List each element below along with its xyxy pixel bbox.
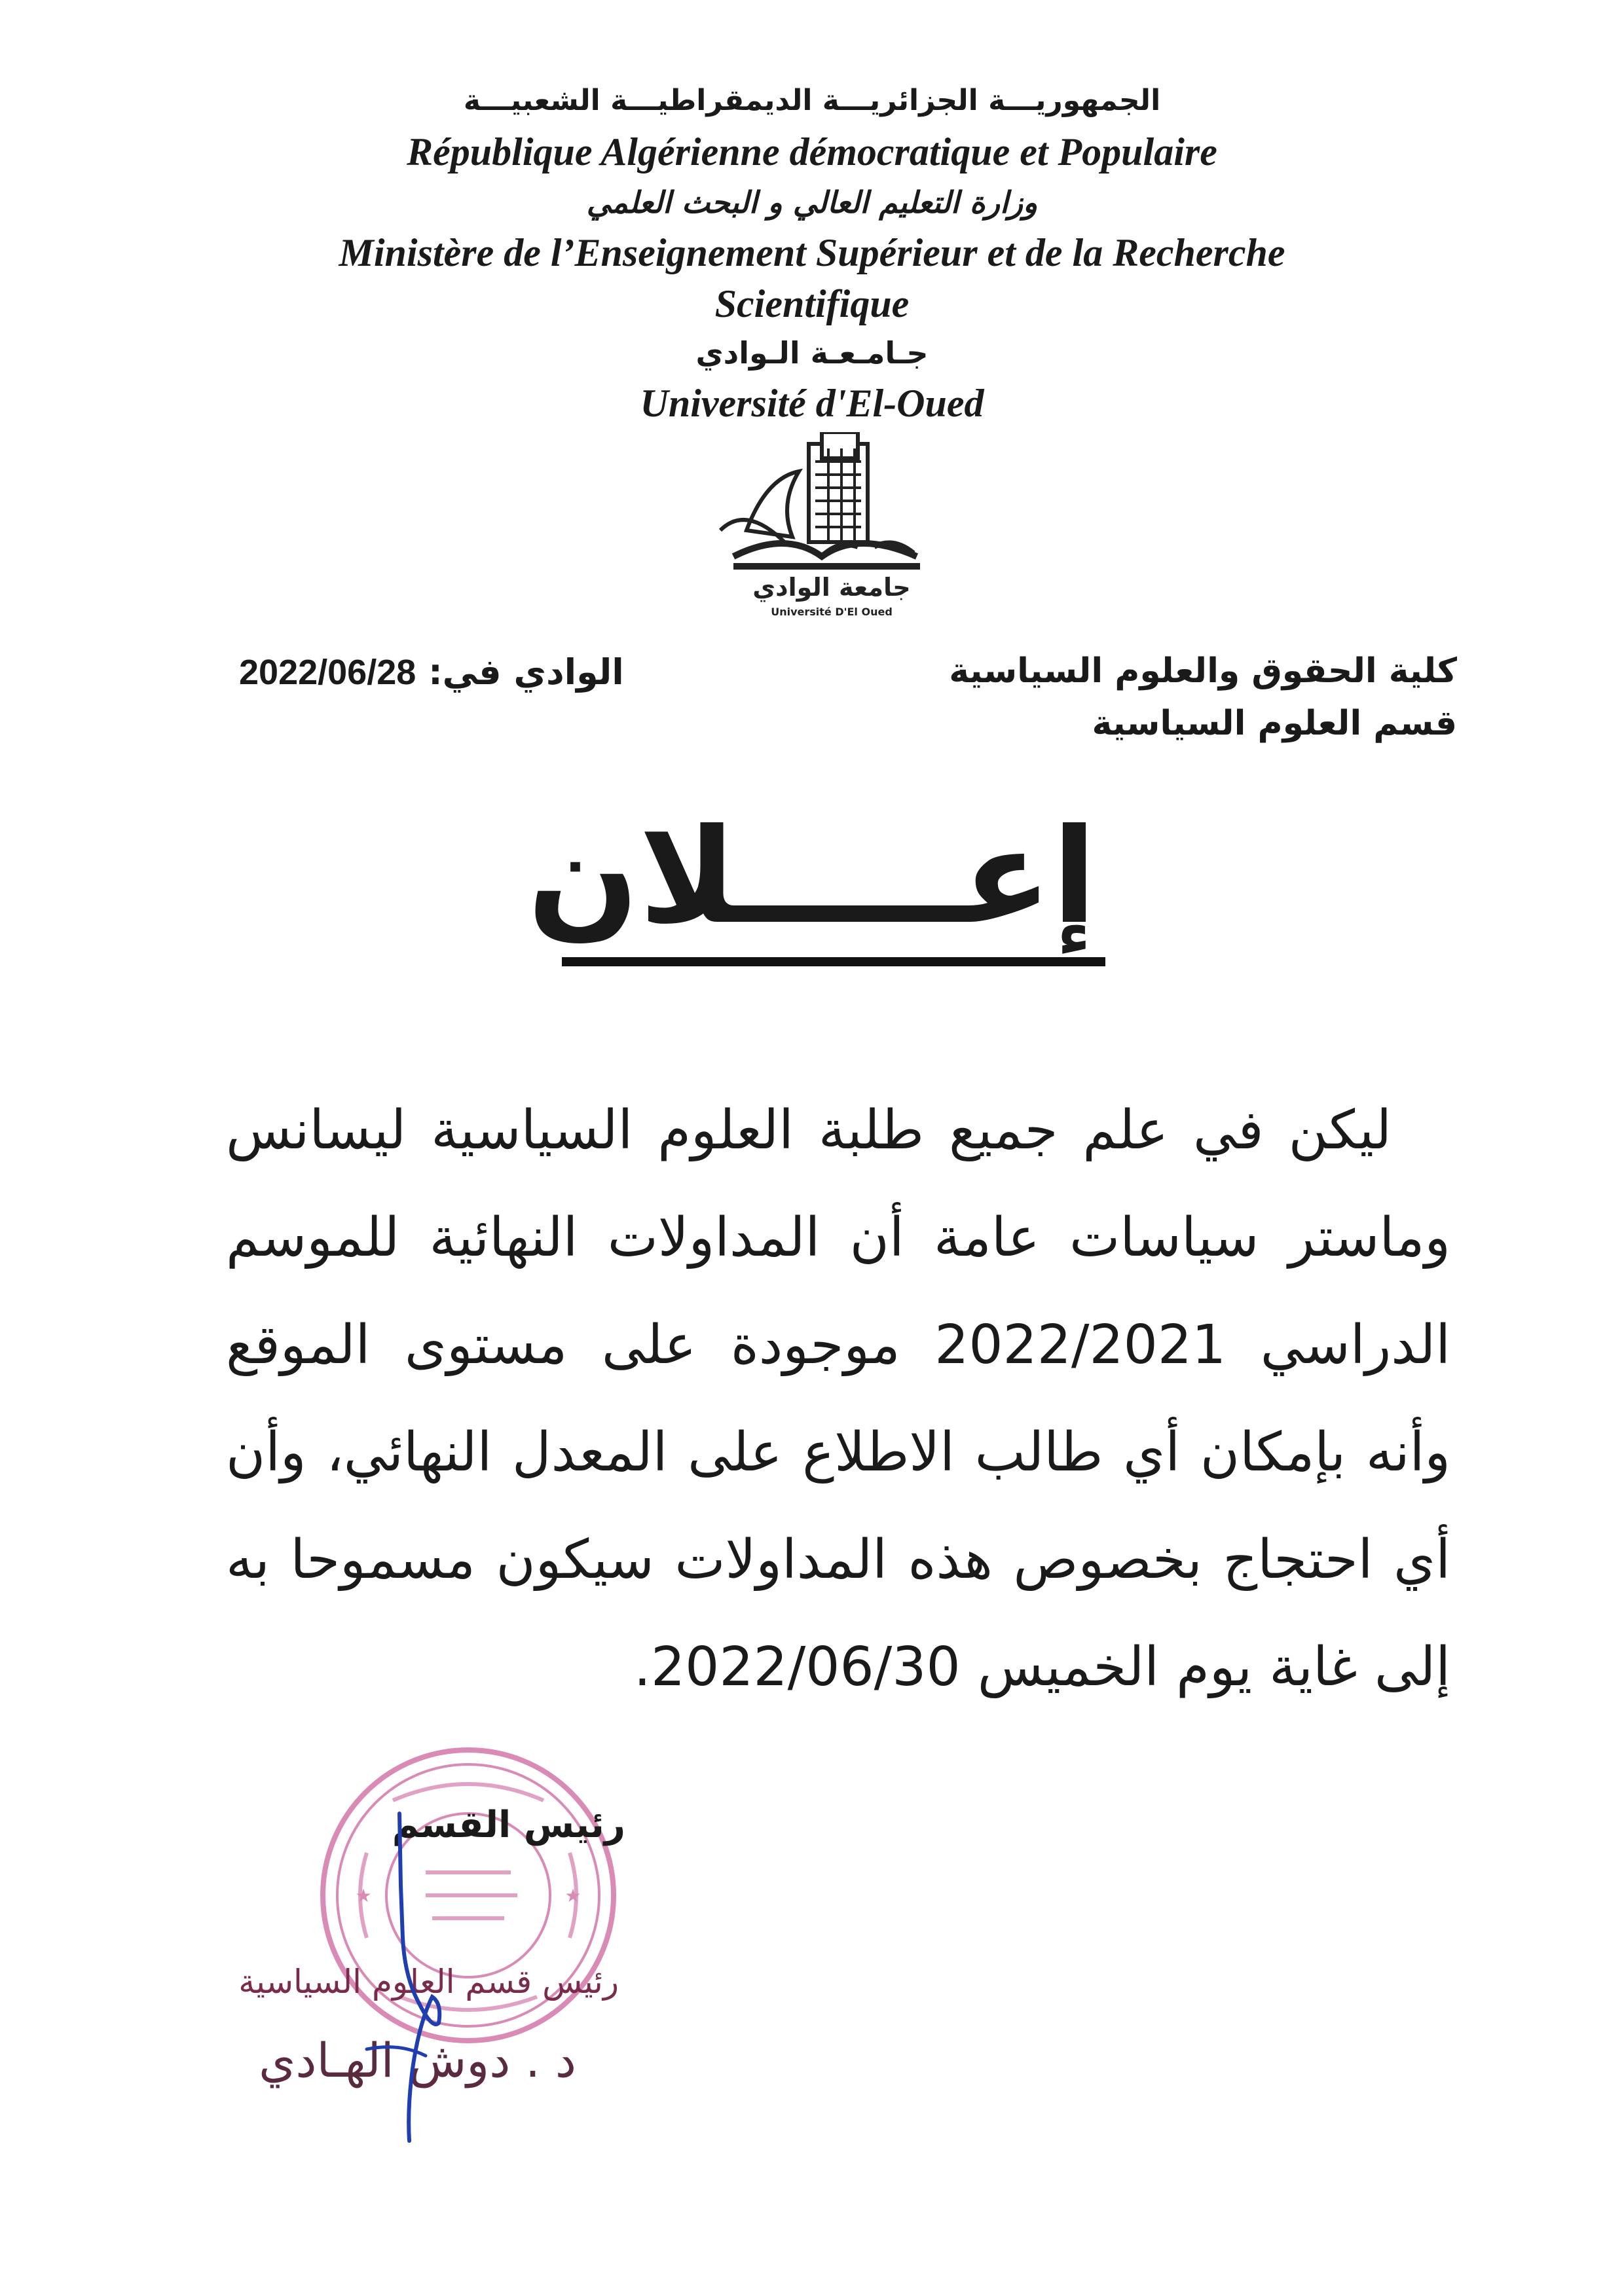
announcement-body — [226, 1077, 1450, 1721]
svg-text:★: ★ — [564, 1885, 581, 1906]
university-name-french: Université d'El-Oued — [640, 382, 984, 425]
ministry-name-arabic: وزارة التعليم العالي و البحث العلمي — [586, 185, 1038, 220]
title-underline — [562, 957, 1105, 966]
stamp-title: رئيس قسم العلوم السياسية — [238, 1963, 619, 2001]
ministry-name-french-line1: Ministère de l’Enseignement Supérieur et de la Recherche — [339, 231, 1285, 274]
ministry-name-french-line2: Scientifique — [714, 282, 910, 325]
university-name-arabic: جـامـعـة الـوادي — [695, 335, 929, 371]
handwritten-signature — [327, 1807, 471, 2147]
date-value: 2022/06/28 — [239, 653, 416, 692]
date-line — [239, 651, 624, 693]
department-name: قسم العلوم السياسية — [1092, 704, 1457, 743]
announcement-title: إعـــــلان — [527, 801, 1097, 953]
stamp-name: د . دوش الهـادي — [259, 2033, 576, 2088]
university-logo — [707, 432, 930, 619]
republic-name-arabic: الجمهوريـــة الجزائريـــة الديمقراطيـــة الشعبيـــة — [463, 84, 1161, 117]
svg-text:★: ★ — [355, 1885, 372, 1906]
faculty-name: كلية الحقوق والعلوم السياسية — [949, 651, 1457, 691]
announcement-body-text: ليكن في علم جميع طلبة العلوم السياسية ليسانس وماستر سياسات عامة أن المداولات النهائية للموسم الدراسي 2022/2021 موجودة على مستوى الموقع وأنه بإمكان أي طالب الاطلاع على المعدل النهائي، وأن أي احتجاج بخصوص هذه المداولات سيكون مسموحا به إلى غاية يوم الخميس 2022/06/30. — [226, 1099, 1451, 1698]
logo-text-french: Université D'El Oued — [771, 606, 893, 618]
date-label: الوادي في: — [428, 651, 624, 693]
department-head-title: رئيس القسم — [392, 1804, 625, 1846]
republic-name-french: République Algérienne démocratique et Populaire — [407, 130, 1217, 173]
logo-text-arabic: جامعة الوادي — [752, 573, 911, 602]
